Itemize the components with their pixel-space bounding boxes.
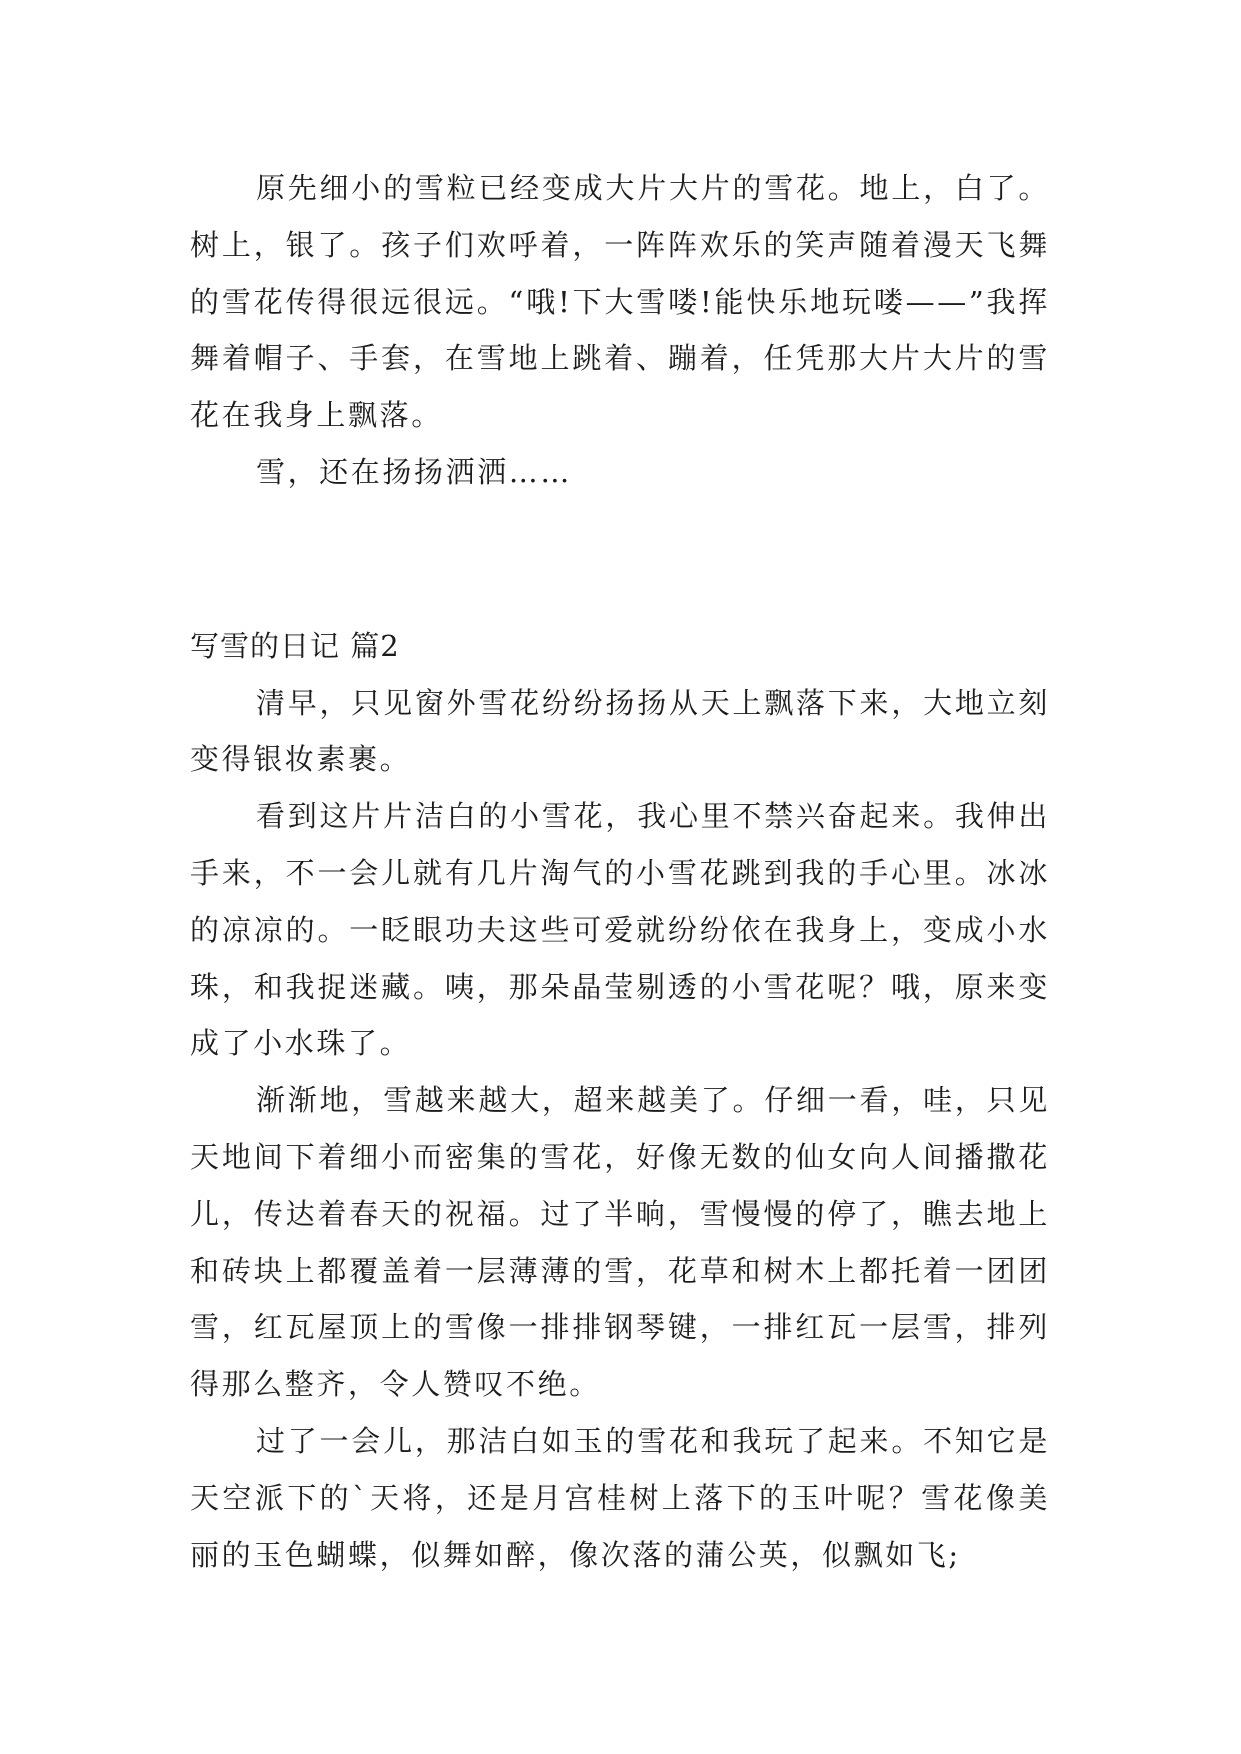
section-gap [190,501,1050,618]
paragraph: 过了一会儿，那洁白如玉的雪花和我玩了起来。不知它是天空派下的`天将，还是月宫桂树上落下的玉叶呢？雪花像美丽的玉色蝴蝶，似舞如醉，像次落的蒲公英，似飘如飞; [190,1423,1050,1572]
document-page [190,160,1050,1583]
paragraph: 原先细小的雪粒已经变成大片大片的雪花。地上，白了。树上，银了。孩子们欢呼着，一阵阵欢乐的笑声随着漫天飞舞的雪花传得很远很远。“哦!下大雪喽!能快乐地玩喽——”我挥舞着帽子、手套，在雪地上跳着、蹦着，任凭那大片大片的雪花在我身上飘落。 [190,171,1050,433]
paragraph: 雪，还在扬扬洒洒…… [256,454,573,489]
section-heading: 写雪的日记 篇2 [190,628,400,663]
paragraph: 看到这片片洁白的小雪花，我心里不禁兴奋起来。我伸出手来，不一会儿就有几片淘气的小雪花跳到我的手心里。冰冰的凉凉的。一眨眼功夫这些可爱就纷纷依在我身上，变成小水珠，和我捉迷藏。咦，那朵晶莹剔透的小雪花呢？哦，原来变成了小水珠了。 [190,799,1050,1061]
paragraph: 渐渐地，雪越来越大，超来越美了。仔细一看，哇，只见天地间下着细小而密集的雪花，好像无数的仙女向人间播撒花儿，传达着春天的祝福。过了半晌，雪慢慢的停了，瞧去地上和砖块上都覆盖着一层薄薄的雪，花草和树木上都托着一团团雪，红瓦屋顶上的雪像一排排钢琴键，一排红瓦一层雪，排列得那么整齐，令人赞叹不绝。 [190,1083,1050,1402]
paragraph: 清早，只见窗外雪花纷纷扬扬从天上飘落下来，大地立刻变得银妆素裹。 [190,685,1050,777]
